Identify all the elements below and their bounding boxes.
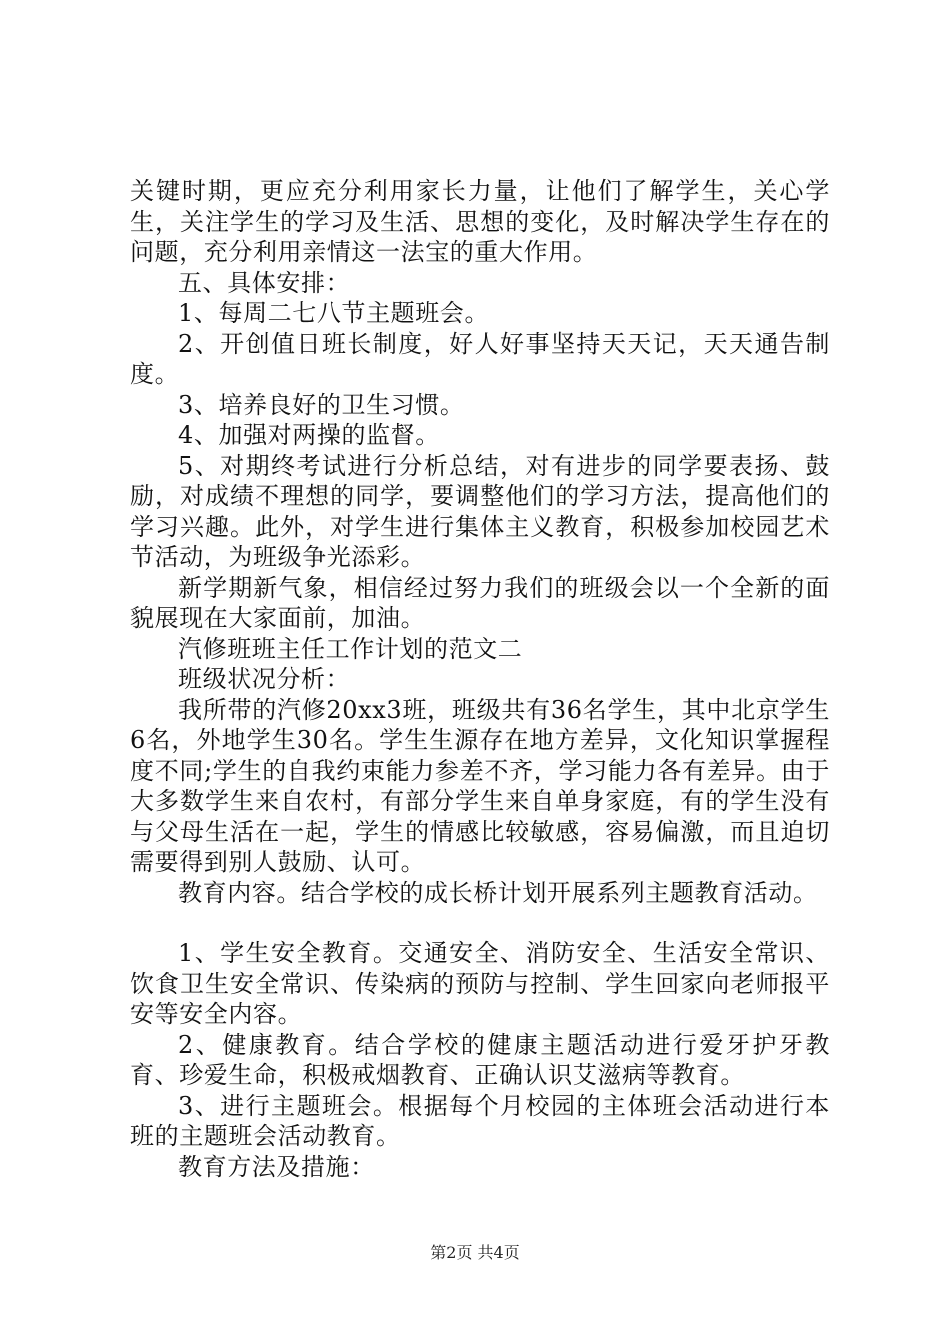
list-item: 3、培养良好的卫生习惯。 [178, 390, 465, 419]
list-item: 2、开创值日班长制度，好人好事坚持天天记，天天通告制度。 [130, 329, 830, 388]
analysis-paragraph: 我所带的汽修20xx3班，班级共有36名学生，其中北京学生6名，外地学生30名。学生生源存在地方差异，文化知识掌握程度不同;学生的自我约束能力参差不齐，学习能力各有差异。由于大多数学生来自农村，有部分学生来自单身家庭，有的学生没有与父母生活在一起，学生的情感比较敏感，容易偏激，而且迫切需要得到别人鼓励、认可。 [130, 695, 830, 876]
list-item: 3、进行主题班会。根据每个月校园的主体班会活动进行本班的主题班会活动教育。 [130, 1091, 830, 1150]
section-heading-arrangement: 五、具体安排： [178, 268, 351, 297]
section-title: 汽修班班主任工作计划的范文二 [178, 634, 523, 663]
document-body [130, 176, 830, 1182]
list-item: 4、加强对两操的监督。 [178, 421, 440, 449]
section-heading-methods: 教育方法及措施： [178, 1152, 375, 1181]
section-heading-content: 教育内容。结合学校的成长桥计划开展系列主题教育活动。 [178, 878, 818, 907]
list-item: 1、学生安全教育。交通安全、消防安全、生活安全常识、饮食卫生安全常识、传染病的预防与控制、学生回家向老师报平安等安全内容。 [130, 939, 830, 1028]
section-heading-analysis: 班级状况分析： [178, 665, 351, 693]
page-number-footer: 第2页 共4页 [430, 1243, 520, 1262]
list-item: 5、对期终考试进行分析总结，对有进步的同学要表扬、鼓励，对成绩不理想的同学，要调整他们的学习方法，提高他们的学习兴趣。此外，对学生进行集体主义教育，积极参加校园艺术节活动，为班级争光添彩。 [130, 451, 830, 571]
list-item: 2、健康教育。结合学校的健康主题活动进行爱牙护牙教育、珍爱生命，积极戒烟教育、正确认识艾滋病等教育。 [130, 1030, 830, 1089]
paragraph-continuation: 关键时期，更应充分利用家长力量，让他们了解学生，关心学生，关注学生的学习及生活、思想的变化，及时解决学生存在的问题，充分利用亲情这一法宝的重大作用。 [130, 177, 830, 266]
closing-paragraph: 新学期新气象，相信经过努力我们的班级会以一个全新的面貌展现在大家面前，加油。 [130, 573, 830, 632]
list-item: 1、每周二七八节主题班会。 [178, 299, 490, 327]
